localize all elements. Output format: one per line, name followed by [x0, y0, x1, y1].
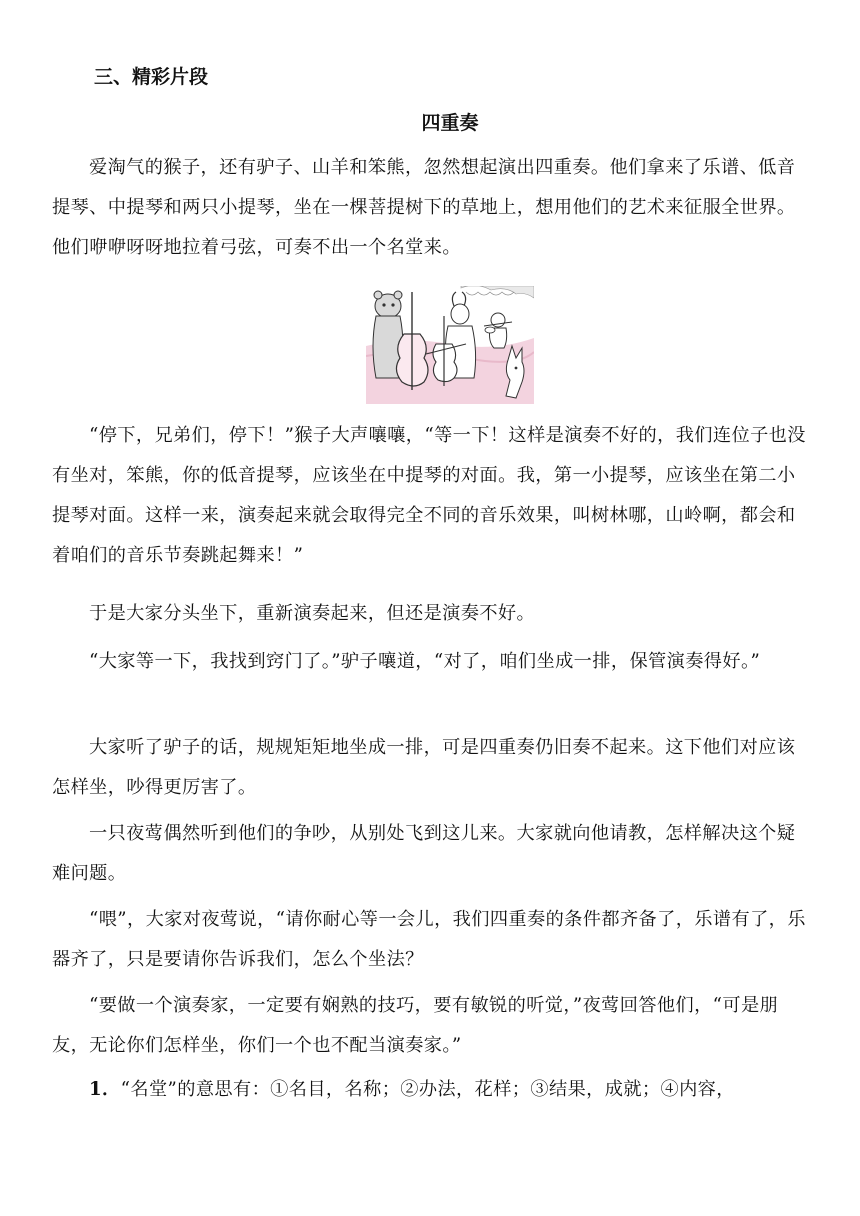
story-title: 四重奏	[421, 112, 479, 134]
paragraph-3: 于是大家分头坐下，重新演奏起来，但还是演奏不好。	[89, 603, 536, 624]
section-heading: 三、精彩片段	[94, 66, 209, 88]
question-text: “名堂”的意思有：①名目，名称；②办法，花样；③结果，成就；④内容，	[120, 1079, 735, 1100]
paragraph-1: 爱淘气的猴子，还有驴子、山羊和笨熊，忽然想起演出四重奏。他们拿来了乐谱、低音提琴、中提琴和两只小提琴，坐在一棵菩提树下的草地上，想用他们的艺术来征服全世界。他们咿咿呀呀地拉着弓弦，可奏不出一个名堂来。	[52, 157, 796, 258]
paragraph-6: 一只夜莺偶然听到他们的争吵，从别处飞到这儿来。大家就向他请教，怎样解决这个疑难问题。	[52, 823, 796, 884]
paragraph-5: 大家听了驴子的话，规规矩矩地坐成一排，可是四重奏仍旧奏不起来。这下他们对应该怎样坐，吵得更厉害了。	[52, 737, 796, 798]
question-number: 1．	[89, 1079, 121, 1100]
paragraph-7: “喂”，大家对夜莺说，“请你耐心等一会儿，我们四重奏的条件都齐备了，乐谱有了，乐器齐了，只是要请你告诉我们，怎么个坐法？	[52, 909, 806, 970]
quartet-illustration	[366, 286, 534, 404]
paragraph-8: “要做一个演奏家，一定要有娴熟的技巧，要有敏锐的听觉，”夜莺回答他们，“可是朋友，无论你们怎样坐，你们一个也不配当演奏家。”	[52, 995, 779, 1056]
question-1	[52, 1070, 808, 1110]
paragraph-4: “大家等一下，我找到窍门了。”驴子嚷道，“对了，咱们坐成一排，保管演奏得好。”	[89, 651, 761, 672]
paragraph-2: “停下，兄弟们，停下！”猴子大声嚷嚷，“等一下！这样是演奏不好的，我们连位子也没有坐对，笨熊，你的低音提琴，应该坐在中提琴的对面。我，第一小提琴，应该坐在第二小提琴对面。这样一来，演奏起来就会取得完全不同的音乐效果，叫树林哪，山岭啊，都会和着咱们的音乐节奏跳起舞来！”	[52, 425, 806, 566]
